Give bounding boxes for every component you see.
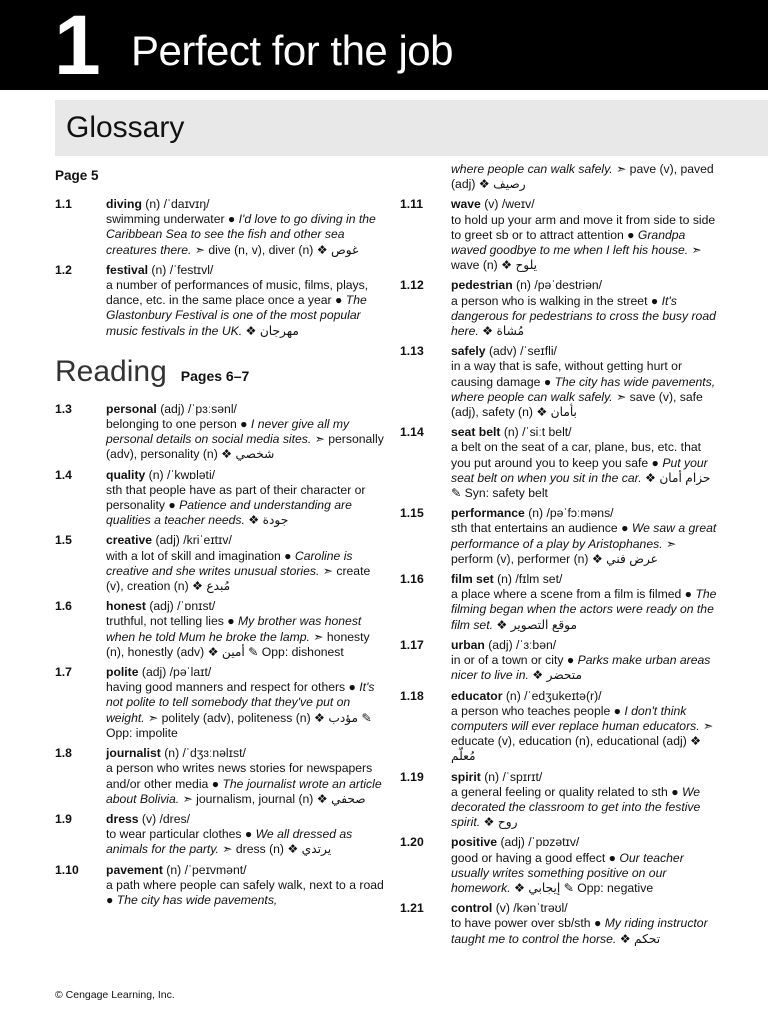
entry-extra: ➣ save (v), safe (adj), safety (n) ❖ بأمان (451, 389, 703, 420)
entry-example: It's not polite to tell somebody that they've put on weight. (106, 680, 375, 725)
entry-pos: (adj) /pəˈlaɪt/ (141, 665, 212, 680)
entry-extra: ➣ pave (v), paved (adj) ❖ رصيف (451, 162, 714, 192)
left-column (55, 162, 385, 913)
entry-body (106, 197, 385, 258)
entry-example: Caroline is creative and she writes unusual stories. (106, 548, 353, 578)
entry-definition: good or having a good effect ● (451, 850, 620, 865)
entry-body (106, 665, 385, 741)
glossary-entry (55, 746, 385, 807)
entry-word: diving (106, 197, 142, 211)
entry-number: 1.3 (55, 401, 72, 416)
entry-example: The Glastonbury Festival is one of the most popular music festivals in the UK. (106, 293, 367, 338)
entry-pos: (n) /ˈspɪrɪt/ (484, 769, 543, 784)
glossary-entry (400, 770, 720, 831)
entry-definition: to have power over sb/sth ● (451, 916, 605, 931)
entry-example: We saw a great performance of a play by Aristophanes. (451, 521, 717, 551)
entry-number: 1.19 (400, 769, 424, 784)
entry-word: safely (451, 344, 486, 359)
glossary-entry (400, 572, 720, 633)
entry-pos: (n) /pəˈfɔːməns/ (528, 506, 614, 521)
entry-body (106, 812, 385, 858)
entry-word: performance (451, 506, 525, 521)
entry-pos: (adj) /ˈpɒzətɪv/ (500, 835, 580, 850)
entry-number: 1.15 (400, 506, 424, 521)
entry-number: 1.16 (400, 572, 424, 587)
entry-extra: ❖ روح (480, 815, 518, 830)
entry-number: 1.14 (400, 425, 424, 440)
entry-body (106, 746, 385, 807)
entry-example: The filming began when the actors were ready on the film set. (451, 587, 717, 632)
entry-example: I'd love to go diving in the Caribbean Sea to see the fish and other sea creatures there. (106, 212, 376, 257)
entry-word: pedestrian (451, 278, 513, 293)
entry-body (106, 263, 385, 339)
entry-pos: (n) /pəˈdestriən/ (516, 278, 603, 293)
entry-extra: ➣ personally (adv), personality (n) ❖ شخصي (106, 432, 384, 462)
entry-example: Parks make urban areas nicer to live in. (451, 653, 711, 683)
entry-pos: (n) /ˈdaɪvɪŋ/ (145, 197, 210, 211)
entry-definition: a belt on the seat of a car, plane, bus, etc. that you put around you to keep you safe ● (451, 440, 702, 470)
glossary-entry (55, 533, 385, 594)
entry-body (106, 468, 385, 529)
entry-example: We decorated the classroom to get into the festive spirit. (451, 784, 701, 830)
entry-number: 1.7 (55, 665, 72, 680)
entry-word: quality (106, 467, 146, 482)
entry-example: It's dangerous for pedestrians to cross the busy road here. (451, 293, 716, 339)
entry-extra: ➣ perform (v), performer (n) ❖ عرض فني (451, 536, 677, 566)
glossary-entry (400, 278, 720, 339)
entry-pos: (n) /ˈsiːt belt/ (503, 425, 572, 440)
entry-extra: ➣ honesty (n), honestly (adv) ❖ أمين ✎ Opp: dishonest (106, 629, 370, 659)
glossary-entry (55, 402, 385, 463)
entry-number: 1.1 (55, 197, 72, 211)
entry-extra: ❖ مهرجان (242, 323, 299, 338)
glossary-entry (55, 863, 385, 909)
entry-example: We all dressed as animals for the party. (106, 827, 353, 857)
entry-definition: with a lot of skill and imagination ● (106, 548, 295, 563)
entry-word: educator (451, 688, 503, 703)
entry-example: The city has wide pavements, (116, 892, 278, 907)
entry-body (106, 533, 385, 594)
entry-example: Our teacher usually writes something positive on our homework. (451, 850, 684, 895)
entry-extra: ➣ educate (v), education (n), educational (adj) ❖ مُعلّم (451, 718, 714, 764)
entry-word: honest (106, 599, 146, 614)
section-heading (55, 355, 385, 394)
unit-banner (0, 0, 768, 90)
glossary-title: Glossary (66, 111, 185, 144)
entry-example: My brother was honest when he told Mum he broke the lamp. (106, 614, 362, 644)
entry-definition: truthful, not telling lies ● (106, 614, 239, 629)
entry-body (451, 689, 720, 765)
entry-word: positive (451, 835, 498, 850)
glossary-entry (55, 468, 385, 529)
entry-pos: (n) /ˈedʒukeɪtə(r)/ (505, 688, 602, 703)
page-heading: Page 5 (55, 168, 99, 183)
entry-definition: in or of a town or city ● (451, 653, 578, 668)
entry-body (451, 572, 720, 633)
entry-pos: (n) /ˈpeɪvmənt/ (166, 862, 247, 877)
entry-body (106, 599, 385, 660)
entry-word: festival (106, 262, 149, 277)
entry-extra: ❖ موقع التصوير (492, 617, 577, 632)
glossary-entry (400, 835, 720, 896)
entry-extra: ➣ journalism, journal (n) ❖ صحفي (179, 791, 366, 806)
entry-example: The city has wide pavements, where people can walk safely. (451, 374, 716, 404)
glossary-entry (400, 689, 720, 765)
entry-example: Patience and understanding are qualities a teacher needs. (106, 498, 352, 528)
section-title: Reading (55, 354, 167, 388)
entry-number: 1.12 (400, 278, 424, 293)
entry-pos: (adv) /ˈseɪfli/ (488, 344, 557, 359)
entry-pos: (n) /fɪlm set/ (497, 572, 563, 587)
entry-extra: ➣ create (v), creation (n) ❖ مُبدع (106, 563, 371, 594)
entry-extra: ➣ dive (n, v), diver (n) ❖ غوص (191, 242, 359, 257)
entry-body (451, 344, 720, 420)
entry-word: urban (451, 637, 485, 652)
entry-word: seat belt (451, 425, 501, 440)
entry-body (451, 506, 720, 567)
entry-definition: a number of performances of music, films, plays, dance, etc. in the same place once a year ● (106, 278, 369, 308)
entry-definition: belonging to one person ● (106, 417, 251, 432)
section-pages: Pages 6–7 (180, 367, 250, 384)
entry-definition: a path where people can safely walk, next to a road ● (106, 877, 384, 907)
entry-example: I never give all my personal details on social media sites. (106, 417, 350, 447)
entry-number: 1.5 (55, 533, 72, 548)
unit-title: Perfect for the job (131, 27, 454, 74)
entry-word: pavement (106, 862, 163, 877)
glossary-entry (55, 197, 385, 258)
entry-pos: (adj) /ˈpɜːsənl/ (160, 401, 237, 416)
entry-number: 1.20 (400, 835, 424, 850)
entry-pos: (adj) /ˈɜːbən/ (488, 637, 557, 652)
entry-body (106, 402, 385, 463)
entry-number: 1.18 (400, 688, 424, 703)
entry-continuation (451, 162, 720, 192)
entry-pos: (adj) /kriˈeɪtɪv/ (155, 533, 232, 548)
glossary-bar (55, 100, 768, 156)
entry-body (451, 278, 720, 339)
glossary-entry (55, 263, 385, 339)
glossary-entry (55, 665, 385, 741)
entry-definition: swimming underwater ● (106, 212, 239, 227)
glossary-entry (55, 599, 385, 660)
entry-example: My riding instructor taught me to control the horse. (451, 916, 708, 946)
entry-extra: ❖ مُشاة (478, 324, 524, 339)
entry-pos: (adj) /ˈɒnɪst/ (149, 599, 216, 614)
entry-example: The journalist wrote an article about Bolivia. (106, 776, 382, 806)
glossary-entry (400, 425, 720, 501)
entry-extra: ➣ dress (n) ❖ يرتدي (218, 842, 332, 857)
entry-body (451, 835, 720, 896)
entry-body (451, 638, 720, 684)
entry-number: 1.10 (55, 862, 79, 877)
entry-definition: to hold up your arm and move it from side to side to greet sb or to attract attention ● (451, 212, 716, 242)
entry-pos: (v) /kənˈtrəʊl/ (495, 901, 568, 916)
entry-definition: in a way that is safe, without getting hurt or causing damage ● (451, 359, 683, 389)
entry-definition: to wear particular clothes ● (106, 827, 256, 842)
entry-word: dress (106, 811, 139, 826)
entry-body (451, 425, 720, 501)
entry-word: control (451, 901, 493, 916)
entry-body (451, 770, 720, 831)
entry-definition: a general feeling or quality related to sth ● (451, 784, 682, 799)
entry-number: 1.11 (400, 197, 424, 212)
entry-definition: a person who writes news stories for newspapers and/or other media ● (106, 761, 373, 791)
entry-pos: (v) /weɪv/ (484, 197, 535, 212)
entry-word: journalist (106, 746, 161, 761)
entry-definition: a person who teaches people ● (451, 703, 625, 718)
glossary-entry (400, 197, 720, 273)
entry-definition: having good manners and respect for others ● (106, 680, 360, 695)
entry-pos: (n) /ˈkwɒləti/ (148, 467, 216, 482)
entry-pos: (n) /ˈdʒɜːnəlɪst/ (164, 746, 246, 761)
entry-definition: sth that people have as part of their character or personality ● (106, 482, 366, 513)
glossary-entry (400, 344, 720, 420)
entry-word: film set (451, 572, 494, 587)
right-column (400, 162, 720, 952)
entry-extra: ❖ حزام أمان ✎ Syn: safety belt (451, 470, 711, 501)
glossary-entry (400, 901, 720, 947)
entry-word: spirit (451, 769, 481, 784)
glossary-entry (400, 506, 720, 567)
entry-extra: ➣ politely (adv), politeness (n) ❖ مؤدب ✎ Opp: impolite (106, 710, 372, 740)
entry-number: 1.9 (55, 811, 72, 826)
entry-word: wave (451, 197, 481, 212)
entry-number: 1.21 (400, 901, 424, 916)
entry-number: 1.8 (55, 746, 72, 761)
entry-extra: ❖ إيجابي ✎ Opp: negative (510, 880, 654, 895)
entry-word: personal (106, 401, 157, 416)
glossary-entry (55, 812, 385, 858)
entry-number: 1.13 (400, 344, 424, 359)
glossary-entry (400, 638, 720, 684)
entry-number: 1.6 (55, 599, 72, 614)
entry-pos: (v) /dres/ (141, 811, 190, 826)
entry-number: 1.4 (55, 467, 72, 482)
entry-extra: ➣ wave (n) ❖ يلوح (451, 243, 702, 273)
entry-number: 1.17 (400, 637, 424, 652)
entry-pos: (n) /ˈfestɪvl/ (151, 262, 214, 277)
entry-example: Put your seat belt on when you sit in the car. (451, 455, 708, 485)
entry-example: Grandpa waved goodbye to me when I left his house. (451, 227, 689, 258)
entry-example: I don't think computers will ever replace human educators. (451, 703, 700, 733)
entry-definition: sth that entertains an audience ● (451, 521, 632, 536)
entry-word: creative (106, 533, 153, 548)
entry-example: where people can walk safely. (451, 162, 613, 176)
unit-number: 1 (54, 0, 99, 92)
entry-body (451, 901, 720, 947)
entry-number: 1.2 (55, 262, 72, 277)
entry-extra: ❖ تحكم (616, 931, 661, 946)
copyright-footer: © Cengage Learning, Inc. (55, 989, 175, 1001)
entry-word: polite (106, 665, 139, 680)
entry-definition: a person who is walking in the street ● (451, 293, 662, 308)
entry-extra: ❖ متحضر (528, 668, 582, 683)
entry-definition: a place where a scene from a film is filmed ● (451, 587, 696, 602)
entry-body (451, 197, 720, 273)
entry-extra: ❖ جودة (244, 513, 289, 528)
entry-body (106, 863, 385, 909)
